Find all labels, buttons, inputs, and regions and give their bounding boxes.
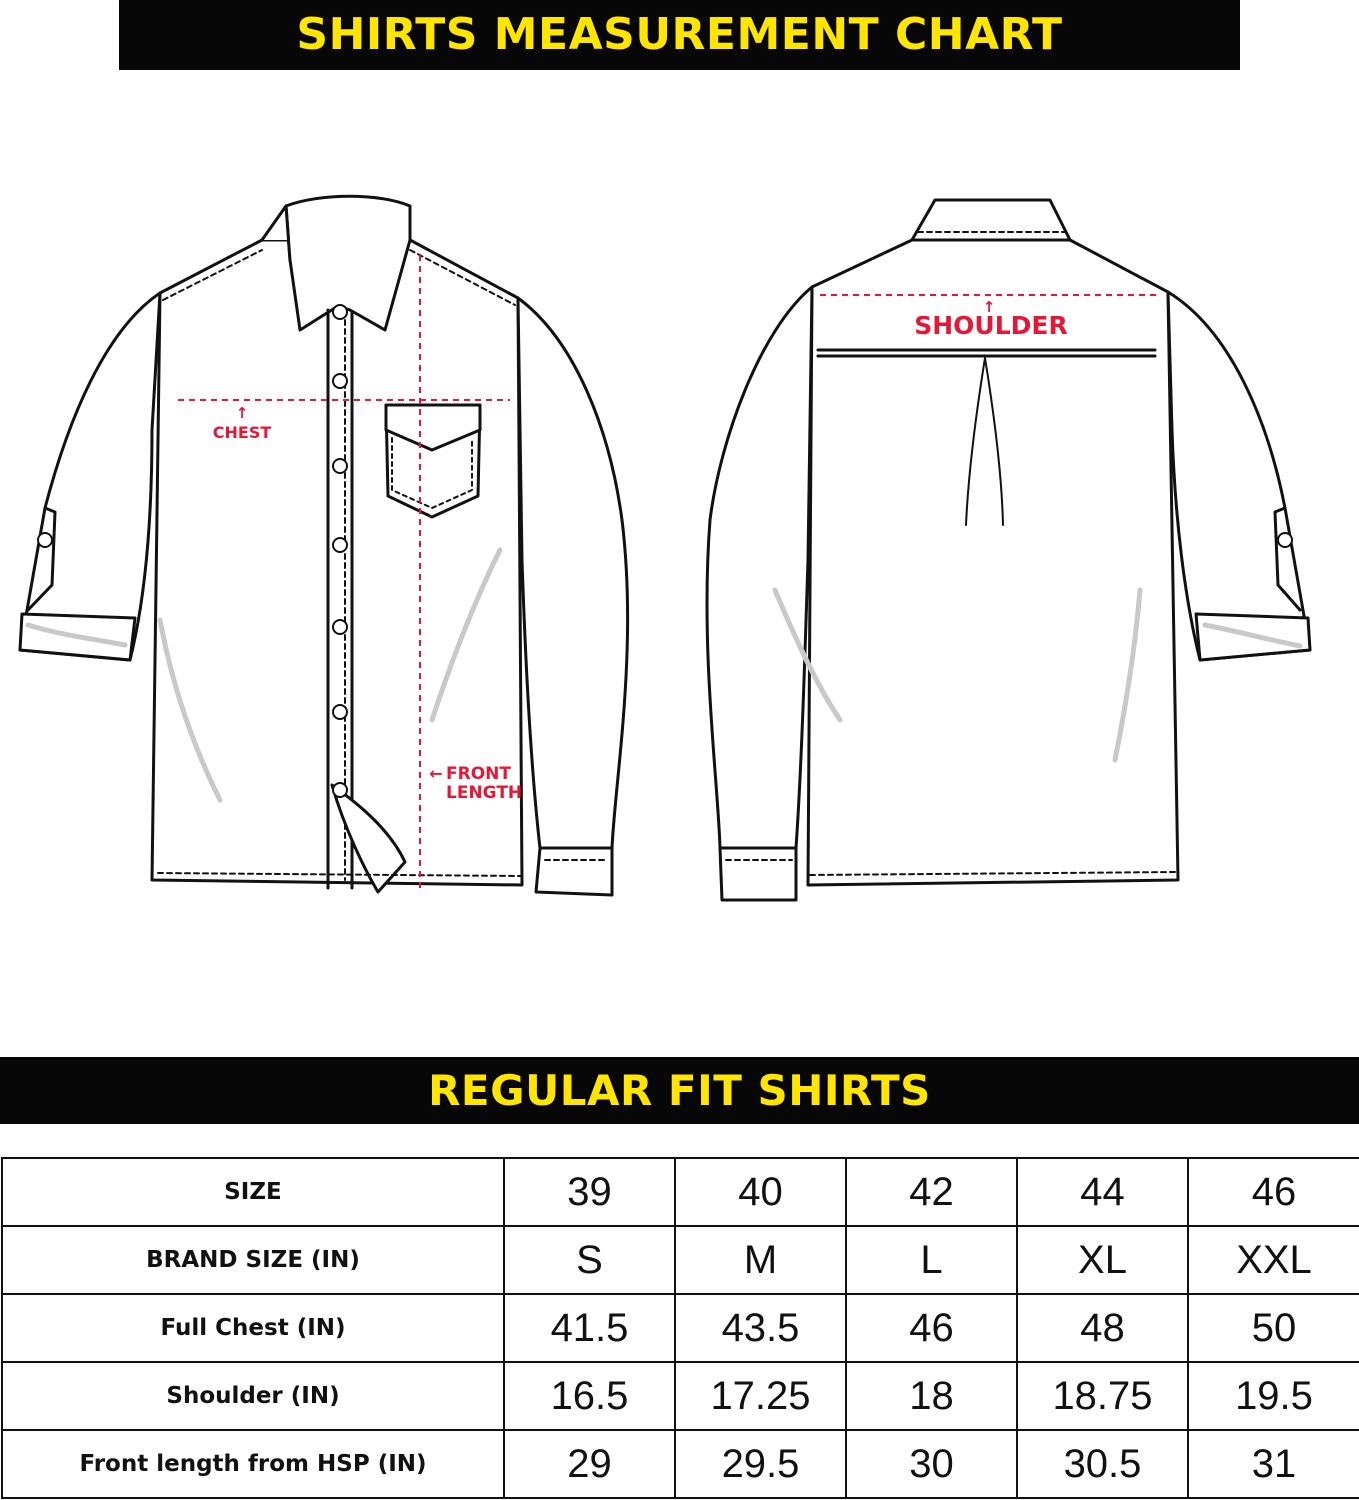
table-cell: 43.5 xyxy=(675,1294,846,1362)
front-length-label-1: FRONT xyxy=(446,764,511,784)
table-cell: M xyxy=(675,1226,846,1294)
size-table xyxy=(1,1157,1359,1499)
table-cell: 30 xyxy=(846,1430,1017,1498)
back-right-sleeve xyxy=(1168,292,1310,660)
table-cell: 46 xyxy=(846,1294,1017,1362)
shirt-diagram xyxy=(0,150,1359,910)
front-length-arrow: ← xyxy=(429,764,443,783)
row-label: Front length from HSP (IN) xyxy=(2,1430,504,1498)
table-cell: 42 xyxy=(846,1158,1017,1226)
table-cell: 29 xyxy=(504,1430,675,1498)
table-cell: 31 xyxy=(1188,1430,1359,1498)
table-cell: 44 xyxy=(1017,1158,1188,1226)
table-cell: 46 xyxy=(1188,1158,1359,1226)
table-row xyxy=(2,1226,1359,1294)
front-left-sleeve xyxy=(20,293,160,660)
back-left-sleeve xyxy=(707,287,812,848)
table-cell: 19.5 xyxy=(1188,1362,1359,1430)
back-shirt xyxy=(707,200,1310,900)
front-shirt xyxy=(20,196,628,895)
fit-title: REGULAR FIT SHIRTS xyxy=(0,1057,1359,1124)
table-cell: 50 xyxy=(1188,1294,1359,1362)
front-length-label-2: LENGTH xyxy=(446,783,523,803)
shoulder-arrow: ↑ xyxy=(982,298,996,316)
table-cell: 41.5 xyxy=(504,1294,675,1362)
chest-arrow: ↑ xyxy=(235,404,249,422)
table-cell: L xyxy=(846,1226,1017,1294)
table-cell: 30.5 xyxy=(1017,1430,1188,1498)
shoulder-label: SHOULDER xyxy=(914,311,1068,340)
table-cell: 29.5 xyxy=(675,1430,846,1498)
front-right-cuff xyxy=(536,848,612,895)
table-row xyxy=(2,1362,1359,1430)
row-label: SIZE xyxy=(2,1158,504,1226)
table-cell: 39 xyxy=(504,1158,675,1226)
chart-title: SHIRTS MEASUREMENT CHART xyxy=(119,0,1240,70)
table-cell: XL xyxy=(1017,1226,1188,1294)
front-right-sleeve xyxy=(518,298,628,848)
table-cell: 18.75 xyxy=(1017,1362,1188,1430)
table-row xyxy=(2,1158,1359,1226)
row-label: BRAND SIZE (IN) xyxy=(2,1226,504,1294)
table-cell: 17.25 xyxy=(675,1362,846,1430)
table-row xyxy=(2,1430,1359,1498)
table-cell: 16.5 xyxy=(504,1362,675,1430)
chest-label: CHEST xyxy=(212,423,272,442)
row-label: Shoulder (IN) xyxy=(2,1362,504,1430)
table-cell: 40 xyxy=(675,1158,846,1226)
table-cell: XXL xyxy=(1188,1226,1359,1294)
table-row xyxy=(2,1294,1359,1362)
table-cell: S xyxy=(504,1226,675,1294)
table-cell: 18 xyxy=(846,1362,1017,1430)
row-label: Full Chest (IN) xyxy=(2,1294,504,1362)
back-left-cuff xyxy=(720,848,796,900)
table-cell: 48 xyxy=(1017,1294,1188,1362)
back-collar xyxy=(912,200,1070,240)
